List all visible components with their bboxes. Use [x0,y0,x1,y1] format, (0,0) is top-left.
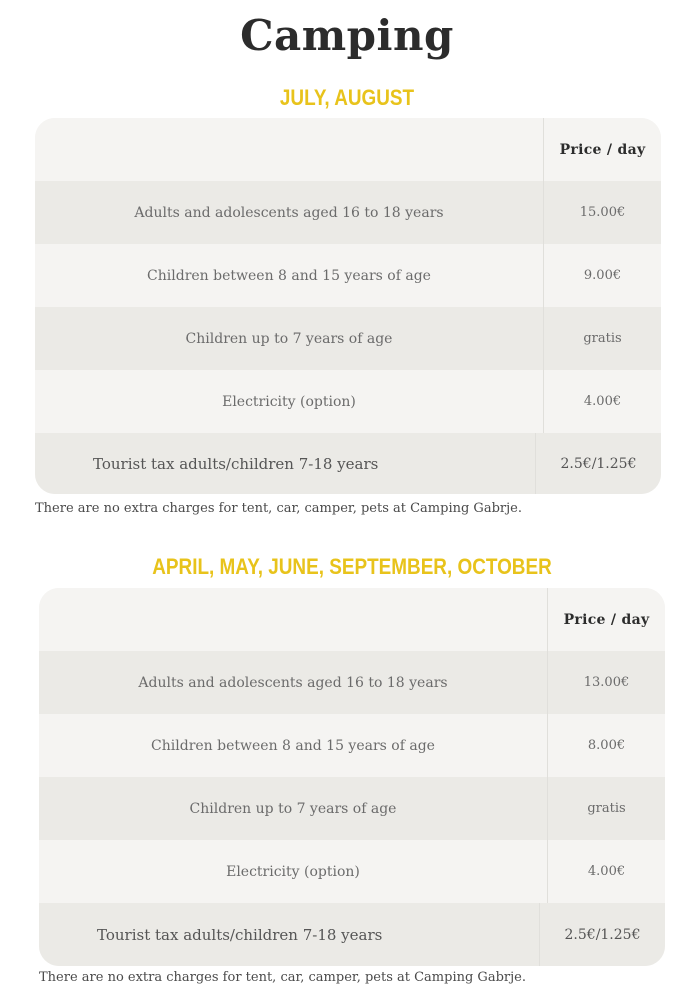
row-price: 15.00€ [579,205,626,220]
extra-charges-note: There are no extra charges for tent, car, camper, pets at Camping Gabrje. [35,501,522,516]
row-price: 8.00€ [587,738,626,753]
tourist-tax-price: 2.5€/1.25€ [560,455,637,472]
table-header-row [35,118,661,181]
extra-charges-note: There are no extra charges for tent, car, camper, pets at Camping Gabrje. [39,970,526,985]
tourist-tax-row [35,433,661,494]
season-title-summer: JULY, AUGUST [279,85,415,110]
page-title: Camping [240,11,454,60]
season-title-shoulder: APRIL, MAY, JUNE, SEPTEMBER, OCTOBER [152,554,552,579]
price-table-summer [35,118,661,494]
table-row [39,714,665,777]
table-row [35,370,661,433]
table-row [35,244,661,307]
row-price: gratis [587,801,626,816]
table-row [35,307,661,370]
tourist-tax-label: Tourist tax adults/children 7-18 years [35,433,536,494]
price-table-shoulder [39,588,665,966]
row-label: Electricity (option) [35,370,544,433]
table-row [39,777,665,840]
header-label-cell [35,118,544,181]
table-row [39,840,665,903]
price-per-day-header: Price / day [563,611,650,628]
price-per-day-header: Price / day [559,141,646,158]
row-price: 4.00€ [583,394,622,409]
row-label: Electricity (option) [39,840,548,903]
row-price: gratis [583,331,622,346]
header-label-cell [39,588,548,651]
table-row [35,181,661,244]
row-price: 4.00€ [587,864,626,879]
row-price: 9.00€ [583,268,622,283]
table-row [39,651,665,714]
tourist-tax-label: Tourist tax adults/children 7-18 years [39,903,540,966]
tourist-tax-price: 2.5€/1.25€ [564,926,641,943]
row-label: Children between 8 and 15 years of age [35,244,544,307]
row-label: Adults and adolescents aged 16 to 18 years [35,181,544,244]
row-price: 13.00€ [583,675,630,690]
row-label: Children up to 7 years of age [39,777,548,840]
row-label: Adults and adolescents aged 16 to 18 years [39,651,548,714]
row-label: Children between 8 and 15 years of age [39,714,548,777]
row-label: Children up to 7 years of age [35,307,544,370]
tourist-tax-row [39,903,665,966]
table-header-row [39,588,665,651]
